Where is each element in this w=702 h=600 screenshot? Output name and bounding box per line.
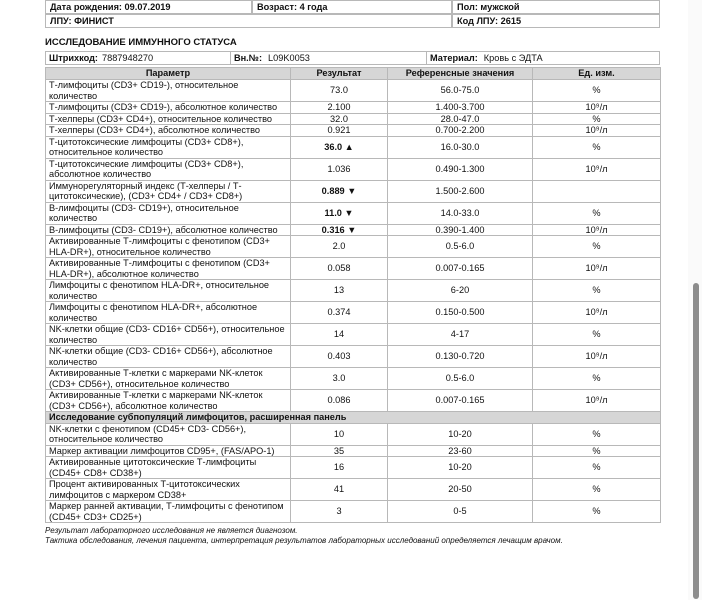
lpu-field: ЛПУ: ФИНИСТ [45, 14, 452, 28]
cell-param: Активированные Т-лимфоциты с фенотипом (CD3+ HLA-DR+), абсолютное количество [46, 258, 291, 280]
cell-result: 73.0 [291, 80, 388, 102]
cell-param: Активированные Т-лимфоциты с фенотипом (CD3+ HLA-DR+), относительное количество [46, 236, 291, 258]
cell-param: NK-клетки общие (CD3- CD16+ CD56+), относительное количество [46, 324, 291, 346]
cell-param: Т-хелперы (CD3+ CD4+), абсолютное количество [46, 125, 291, 137]
cell-param: Т-хелперы (CD3+ CD4+), относительное количество [46, 113, 291, 125]
cell-param: Лимфоциты с фенотипом HLA-DR+, абсолютное количество [46, 302, 291, 324]
cell-param: Активированные Т-клетки с маркерами NK-клеток (CD3+ CD56+), абсолютное количество [46, 390, 291, 412]
cell-ref: 6-20 [388, 280, 533, 302]
cell-ref: 23-60 [388, 445, 533, 457]
table-row [46, 302, 661, 324]
cell-unit [533, 180, 661, 202]
lab-report [45, 0, 660, 546]
barcode-label: Штрихкод: [49, 53, 98, 63]
cell-unit: 10⁹/л [533, 158, 661, 180]
cell-unit: % [533, 80, 661, 102]
cell-result: 2.100 [291, 102, 388, 114]
barcode-value: 7887948270 [98, 52, 231, 64]
cell-unit: % [533, 113, 661, 125]
sample-info-row [45, 51, 660, 65]
cell-result: 0.921 [291, 125, 388, 137]
cell-unit: % [533, 236, 661, 258]
cell-result: 0.403 [291, 346, 388, 368]
cell-unit: % [533, 479, 661, 501]
cell-unit: % [533, 324, 661, 346]
cell-param: Т-лимфоциты (CD3+ CD19-), абсолютное количество [46, 102, 291, 114]
results-body-2 [46, 423, 661, 523]
cell-param: Т-цитотоксические лимфоциты (CD3+ CD8+), абсолютное количество [46, 158, 291, 180]
cell-ref: 0.490-1.300 [388, 158, 533, 180]
table-row [46, 368, 661, 390]
cell-param: Лимфоциты с фенотипом HLA-DR+, относительное количество [46, 280, 291, 302]
cell-ref: 28.0-47.0 [388, 113, 533, 125]
cell-unit: % [533, 501, 661, 523]
table-row [46, 501, 661, 523]
study-title: ИССЛЕДОВАНИЕ ИММУННОГО СТАТУСА [45, 37, 237, 48]
section2-row [46, 412, 661, 424]
table-row [46, 102, 661, 114]
table-row [46, 423, 661, 445]
cell-ref: 56.0-75.0 [388, 80, 533, 102]
cell-param: Активированные цитотоксические Т-лимфоциты (CD45+ CD8+ CD38+) [46, 457, 291, 479]
material-label: Материал: [430, 53, 478, 63]
cell-unit: 10⁹/л [533, 258, 661, 280]
cell-ref: 0.5-6.0 [388, 368, 533, 390]
col-header-result: Результат [291, 68, 388, 80]
cell-param: Т-лимфоциты (CD3+ CD19-), относительное количество [46, 80, 291, 102]
table-row [46, 80, 661, 102]
cell-result: 0.889 ▼ [291, 180, 388, 202]
cell-result: 1.036 [291, 158, 388, 180]
results-table [45, 67, 661, 523]
table-row [46, 224, 661, 236]
section2-title: Исследование субпопуляций лимфоцитов, расширенная панель [46, 412, 661, 424]
table-row [46, 390, 661, 412]
table-row [46, 236, 661, 258]
cell-result: 10 [291, 423, 388, 445]
cell-unit: % [533, 202, 661, 224]
cell-unit: 10⁹/л [533, 102, 661, 114]
cell-param: Маркер ранней активации, Т-лимфоциты с фенотипом (CD45+ CD3+ CD25+) [46, 501, 291, 523]
vn-label: Вн.№: [233, 53, 263, 63]
scrollbar-track[interactable] [688, 0, 702, 600]
cell-result: 35 [291, 445, 388, 457]
cell-result: 0.086 [291, 390, 388, 412]
age-field: Возраст: 4 года [252, 0, 452, 14]
cell-unit: 10⁹/л [533, 125, 661, 137]
table-row [46, 125, 661, 137]
cell-param: Активированные Т-клетки с маркерами NK-клеток (CD3+ CD56+), относительное количество [46, 368, 291, 390]
cell-unit: % [533, 280, 661, 302]
cell-param: NK-клетки общие (CD3- CD16+ CD56+), абсолютное количество [46, 346, 291, 368]
cell-param: Иммунорегуляторный индекс (Т-хелперы / Т-цитотоксические), (CD3+ CD4+ / CD3+ CD8+) [46, 180, 291, 202]
cell-unit: 10⁹/л [533, 302, 661, 324]
cell-ref: 0.5-6.0 [388, 236, 533, 258]
col-header-unit: Ед. изм. [533, 68, 661, 80]
table-row [46, 346, 661, 368]
cell-result: 41 [291, 479, 388, 501]
table-row [46, 479, 661, 501]
table-row [46, 280, 661, 302]
cell-result: 14 [291, 324, 388, 346]
cell-ref: 10-20 [388, 457, 533, 479]
cell-param: В-лимфоциты (CD3- CD19+), относительное количество [46, 202, 291, 224]
cell-ref: 20-50 [388, 479, 533, 501]
cell-result: 36.0 ▲ [291, 136, 388, 158]
cell-result: 16 [291, 457, 388, 479]
material-value: Кровь с ЭДТА [483, 53, 543, 63]
vn-value: L09K0053 [262, 52, 427, 64]
cell-param: Маркер активации лимфоцитов CD95+, (FAS/APO-1) [46, 445, 291, 457]
note-line-2: Тактика обследования, лечения пациента, интерпретация результатов лабораторных исследований определяется лечащим врачом. [45, 536, 563, 545]
table-row [46, 324, 661, 346]
cell-unit: 10⁹/л [533, 346, 661, 368]
cell-ref: 0.007-0.165 [388, 258, 533, 280]
cell-ref: 0.390-1.400 [388, 224, 533, 236]
note-line-1: Результат лабораторного исследования не является диагнозом. [45, 526, 298, 535]
cell-param: В-лимфоциты (CD3- CD19+), абсолютное количество [46, 224, 291, 236]
cell-unit: 10⁹/л [533, 390, 661, 412]
cell-ref: 10-20 [388, 423, 533, 445]
cell-result: 0.058 [291, 258, 388, 280]
cell-ref: 0.700-2.200 [388, 125, 533, 137]
lpu-code-field: Код ЛПУ: 2615 [452, 14, 660, 28]
cell-unit: % [533, 136, 661, 158]
cell-param: NK-клетки с фенотипом (CD45+ CD3- CD56+), относительное количество [46, 423, 291, 445]
cell-unit: % [533, 368, 661, 390]
cell-param: Процент активированных Т-цитотоксических лимфоцитов с маркером CD38+ [46, 479, 291, 501]
cell-unit: % [533, 445, 661, 457]
cell-ref: 1.500-2.600 [388, 180, 533, 202]
cell-result: 2.0 [291, 236, 388, 258]
dob-field: Дата рождения: 09.07.2019 [45, 0, 252, 14]
cell-unit: % [533, 457, 661, 479]
results-body [46, 80, 661, 412]
cell-result: 11.0 ▼ [291, 202, 388, 224]
cell-result: 13 [291, 280, 388, 302]
table-row [46, 158, 661, 180]
table-row [46, 258, 661, 280]
table-row [46, 445, 661, 457]
scrollbar-thumb[interactable] [693, 283, 699, 599]
cell-ref: 0.150-0.500 [388, 302, 533, 324]
col-header-param: Параметр [46, 68, 291, 80]
notes [45, 526, 660, 546]
cell-ref: 4-17 [388, 324, 533, 346]
cell-ref: 14.0-33.0 [388, 202, 533, 224]
patient-row-1 [45, 0, 660, 14]
cell-result: 3 [291, 501, 388, 523]
patient-row-2 [45, 14, 660, 28]
table-row [46, 457, 661, 479]
cell-result: 3.0 [291, 368, 388, 390]
sex-field: Пол: мужской [452, 0, 660, 14]
cell-ref: 0.130-0.720 [388, 346, 533, 368]
col-header-ref: Референсные значения [388, 68, 533, 80]
cell-ref: 0.007-0.165 [388, 390, 533, 412]
table-header-row [46, 68, 661, 80]
table-row [46, 180, 661, 202]
table-row [46, 113, 661, 125]
section2 [46, 412, 661, 424]
cell-unit: 10⁹/л [533, 224, 661, 236]
cell-unit: % [533, 423, 661, 445]
cell-ref: 1.400-3.700 [388, 102, 533, 114]
cell-result: 0.316 ▼ [291, 224, 388, 236]
cell-ref: 16.0-30.0 [388, 136, 533, 158]
cell-result: 0.374 [291, 302, 388, 324]
cell-param: Т-цитотоксические лимфоциты (CD3+ CD8+), относительное количество [46, 136, 291, 158]
cell-result: 32.0 [291, 113, 388, 125]
table-row [46, 202, 661, 224]
cell-ref: 0-5 [388, 501, 533, 523]
table-row [46, 136, 661, 158]
